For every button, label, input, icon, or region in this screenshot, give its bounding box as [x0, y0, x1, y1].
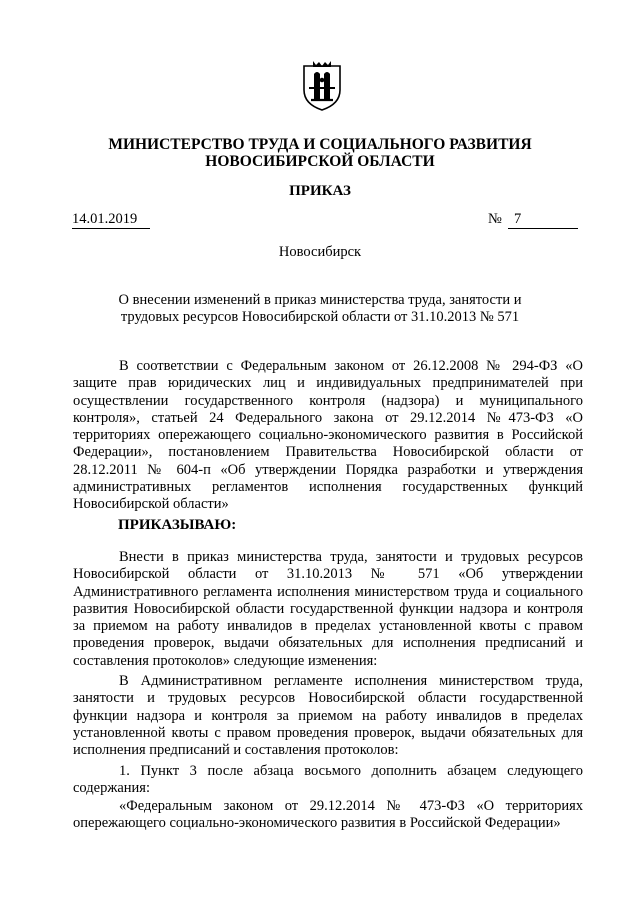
- order-number-label: №: [488, 211, 502, 227]
- order-number: 7: [508, 211, 578, 229]
- quoted-law-paragraph: «Федеральным законом от 29.12.2014 № 473-ФЗ «О территориях опережающего социально-экономического развития в Российской Федерации»: [73, 798, 583, 832]
- ministry-name-line2: НОВОСИБИРСКОЙ ОБЛАСТИ: [205, 153, 435, 170]
- document-type: ПРИКАЗ: [289, 183, 351, 199]
- item-1-paragraph: 1. Пункт 3 после абзаца восьмого дополнить абзацем следующего содержания:: [73, 763, 583, 797]
- regulation-paragraph: В Административном регламенте исполнения министерством труда, занятости и трудовых ресурсов Новосибирской области государственной функции надзора и контроля за приемом на работу инвалидов в пределах установленной квоты с правом проведения проверок, выдачи обязательных для исполнения предписаний и составления протоколов:: [73, 673, 583, 759]
- decree-heading: ПРИКАЗЫВАЮ:: [118, 517, 237, 533]
- amendment-intro-paragraph: Внести в приказ министерства труда, занятости и трудовых ресурсов Новосибирской области от 31.10.2013 № 571 «Об утверждении Административного регламента исполнения министерством труда и социального развития Новосибирской области государственной функции надзора и контроля за приемом на работу инвалидов в пределах установленной квоты с правом проведения проверок, выдачи обязательных для исполнения предписаний и составления протоколов» следующие изменения:: [73, 549, 583, 669]
- order-subject: О внесении изменений в приказ министерства труда, занятости и трудовых ресурсов Новосибирской области от 31.10.2013 № 571: [118, 292, 522, 325]
- ministry-name-line1: МИНИСТЕРСТВО ТРУДА И СОЦИАЛЬНОГО РАЗВИТИЯ: [108, 136, 532, 153]
- city: Новосибирск: [278, 244, 362, 260]
- preamble-paragraph: В соответствии с Федеральным законом от 26.12.2008 № 294-ФЗ «О защите прав юридических лиц и индивидуальных предпринимателей при осуществлении государственного контроля (надзора) и муниципального контроля», статьей 24 Федерального закона от 29.12.2014 №473-ФЗ «О территориях опережающего социально-экономического развития в Российской Федерации», постановлением Правительства Новосибирской области от 28.12.2011 № 604-п «Об утверждении Порядка разработки и утверждения административных регламентов исполнения государственных функций Новосибирской области»: [73, 358, 583, 513]
- coat-of-arms-icon: [301, 60, 343, 112]
- order-date: 14.01.2019: [72, 211, 150, 229]
